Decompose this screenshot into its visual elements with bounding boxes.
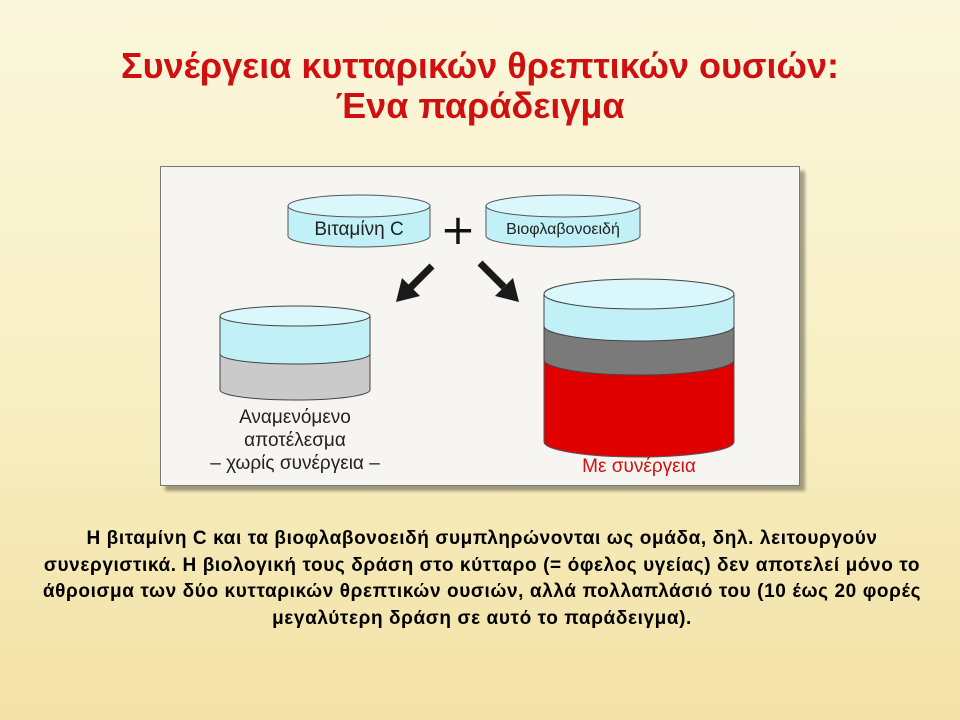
- bioflavonoids-label: Βιοφλαβονοειδή: [506, 221, 620, 238]
- expected-result-cylinder: [220, 306, 370, 400]
- arrow-down-left-icon: [396, 266, 432, 302]
- page-title-line-1: Συνέργεια κυτταρικών θρεπτικών ουσιών:: [121, 45, 839, 86]
- synergy-caption: Με συνέργεια: [582, 456, 696, 477]
- vitamin-c-label: Βιταμίνη C: [314, 219, 404, 240]
- synergy-result-cylinder: [544, 279, 734, 457]
- page-title-line-2: Ένα παράδειγμα: [335, 85, 625, 126]
- explanation-paragraph: Η βιταμίνη C και τα βιοφλαβονοειδή συμπληρώνονται ως ομάδα, δηλ. λειτουργούν συνεργιστικά. Η βιολογική τους δράση στο κύτταρο (= όφελος υγείας) δεν αποτελεί μόνο το άθροισμα των δύο κυτταρικών θρεπτικών ουσιών, αλλά πολλαπλάσιό του (10 έως 20 φορές μεγαλύτερη δράση σε αυτό το παράδειγμα).: [42, 528, 922, 629]
- expected-result-caption-line-1: Αναμενόμενο: [239, 407, 351, 428]
- plus-icon: +: [440, 205, 476, 254]
- expected-result-caption-line-3: – χωρίς συνέργεια –: [210, 453, 380, 474]
- arrow-down-right-icon: [480, 263, 519, 302]
- expected-result-caption-line-2: αποτέλεσμα: [244, 430, 346, 451]
